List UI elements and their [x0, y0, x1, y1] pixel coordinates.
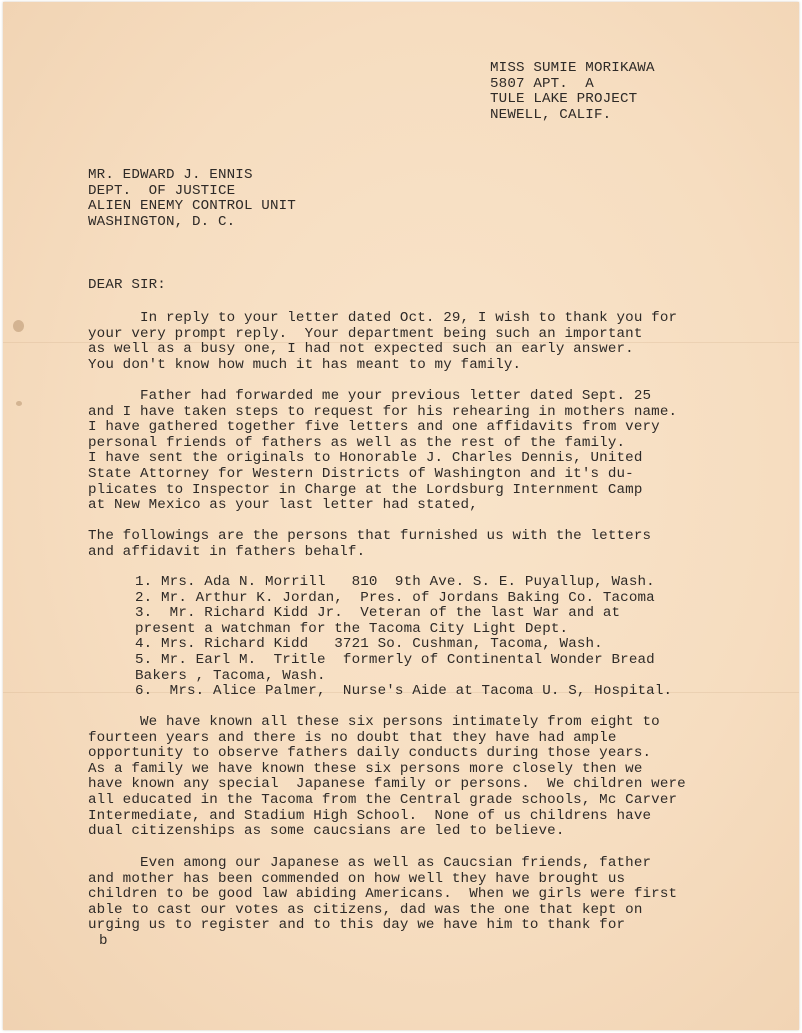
paragraph-citizenship: Even among our Japanese as well as Caucsian friends, father and mother has been commended on how well they have brought us children to be good law abiding Americans. When we girls were first able to cast our votes as citizens, dad was the one that kept on urging us to register and to this day we have him to thank for — [88, 855, 678, 934]
paragraph-thanks: In reply to your letter dated Oct. 29, I wish to thank you for your very prompt reply. Your department being such an important as well as a busy one, I had not expected such an early answer. You don't know how much it has meant to my family. — [88, 310, 678, 373]
recipient-address: MR. EDWARD J. ENNIS DEPT. OF JUSTICE ALIEN ENEMY CONTROL UNIT WASHINGTON, D. C. — [88, 167, 296, 230]
sender-address: MISS SUMIE MORIKAWA 5807 APT. A TULE LAKE PROJECT NEWELL, CALIF. — [490, 60, 655, 123]
paper-stain — [16, 401, 22, 406]
paragraph-acquaintance: We have known all these six persons intimately from eight to fourteen years and there is no doubt that they have had ample opportunity to observe fathers daily conducts during those years. As a family we have known these six persons more closely then we have known any special Japanese family or persons. We children were all educated in the Tacoma from the Central grade schools, Mc Carver Intermediate, and Stadium High School. None of us childrens have dual citizenships as some caucsians are led to believe. — [88, 714, 686, 840]
letter-page — [3, 2, 799, 1030]
paper-stain — [13, 320, 24, 332]
continuation-mark: b — [99, 933, 108, 949]
paragraph-rehearing: Father had forwarded me your previous letter dated Sept. 25 and I have taken steps to request for his rehearing in mothers name. I have gathered together five letters and one affidavits from very personal friends of fathers as well as the rest of the family. I have sent the originals to Honorable J. Charles Dennis, United State Attorney for Western Districts of Washington and it's du- plicates to Inspector in Charge at the Lordsburg Internment Camp at New Mexico as your last letter had stated, — [88, 388, 678, 514]
persons-list: 1. Mrs. Ada N. Morrill 810 9th Ave. S. E. Puyallup, Wash. 2. Mr. Arthur K. Jordan, Pres. of Jordans Baking Co. Tacoma 3. Mr. Richard Kidd Jr. Veteran of the last War and at present a watchman for the Tacoma City Light Dept. 4. Mrs. Richard Kidd 3721 So. Cushman, Tacoma, Wash. 5. Mr. Earl M. Tritle formerly of Continental Wonder Bread Bakers , Tacoma, Wash. 6. Mrs. Alice Palmer, Nurse's Aide at Tacoma U. S, Hospital. — [135, 574, 673, 700]
paragraph-persons-intro: The followings are the persons that furnished us with the letters and affidavit in fathers behalf. — [88, 528, 652, 560]
salutation: DEAR SIR: — [88, 277, 166, 293]
